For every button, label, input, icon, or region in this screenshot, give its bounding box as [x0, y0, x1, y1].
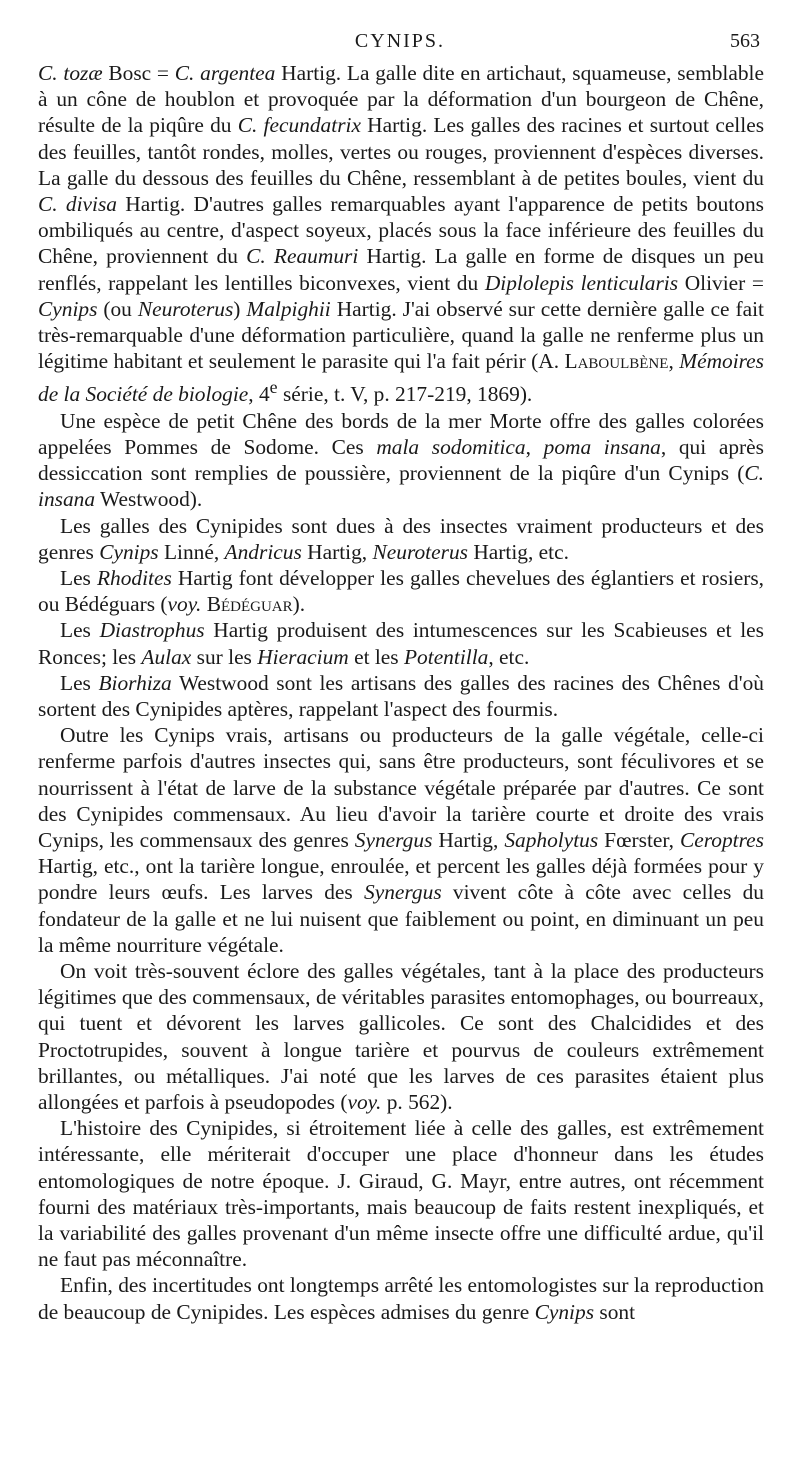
- italic-run: C. fecundatrix: [237, 113, 361, 138]
- paragraph: [38, 670, 764, 722]
- text-run: Hartig, etc., ont la tarière longue, enroulée, et percent les galles déjà formées pour y pondre leurs œufs. Les larves des: [38, 854, 764, 905]
- italic-run: C. tozæ: [38, 61, 103, 85]
- italic-run: Biorhiza: [98, 670, 172, 695]
- italic-run: Cynips: [99, 539, 159, 564]
- italic-run: Hieracium: [257, 644, 349, 669]
- text-run: Westwood sont les artisans des galles des racines des Chênes d'où sortent des Cynipides aptères, rappelant l'aspect des fourmis.: [38, 670, 764, 721]
- text-run: , qui après dessiccation sont remplies de poussière, proviennent de la piqûre d'un Cynips (: [38, 434, 764, 486]
- text-run: vivent côte à côte avec celles du fondateur de la galle et ne lui nuisent que faiblement ou point, en diminuant un peu la même nourriture végétale.: [38, 880, 764, 957]
- italic-run: Neuroterus: [372, 539, 468, 564]
- page-header: [0, 30, 800, 56]
- paragraph: [38, 60, 764, 408]
- italic-run: C. argentea: [174, 61, 276, 85]
- paragraph: [38, 617, 764, 669]
- text-run: Hartig. La galle en forme de disques un peu renflés, rappelant les lentilles biconvexes, vient du: [38, 244, 765, 295]
- text-run: série, t. V, p. 217-219, 1869).: [277, 382, 533, 407]
- italic-run: mala sodomitica: [376, 434, 526, 459]
- text-run: Les: [60, 670, 99, 695]
- text-run: Olivier =: [678, 270, 764, 295]
- paragraph: [38, 408, 764, 513]
- text-run: Les: [60, 565, 97, 590]
- text-run: Enfin, des incertitudes ont longtemps arrêté les entomologistes sur la reproduction de beaucoup de Cynipides. Les espèces admises du genre: [38, 1273, 764, 1324]
- text-run: Westwood).: [95, 487, 203, 512]
- italic-run: Potentilla: [403, 644, 489, 669]
- body-text: [38, 60, 764, 1325]
- text-run: L'histoire des Cynipides, si étroitement liée à celle des galles, est extrêmement intéressante, elle mériterait d'occuper une place d'honneur dans les études entomologiques de notre époque. J. Giraud, G. Mayr, entre autres, ont récemment fourni des matériaux très-importants, mais beaucoup de faits restent inexpliqués, et la variabilité des galles provenant d'un même insecte offre une difficulté ardue, qu'il ne faut pas méconnaître.: [38, 1116, 764, 1272]
- text-run: Bosc =: [102, 61, 175, 85]
- text-run: Linné,: [158, 539, 225, 564]
- paragraph: [38, 958, 764, 1115]
- text-run: Hartig. Les galles des racines et surtout celles des feuilles, tantôt rondes, molles, vertes ou rouges, proviennent d'espèces diverses. La galle du dessous des feuilles du Chêne, ressemblant à de petites boules, vient du: [38, 113, 765, 190]
- text-run: e: [269, 377, 278, 398]
- text-run: On voit très-souvent éclore des galles végétales, tant à la place des producteurs légitimes que des commensaux, de véritables parasites entomophages, ou bourreaux, qui tuent et dévorent les larves gallicoles. Ce sont des Chalcidides et des Proctotrupides, souvent à longue tarière et pourvus de couleurs extrêmement brillantes, ou métalliques. J'ai noté que les larves de ces parasites étaient plus allongées et parfois à pseudopodes (: [38, 959, 764, 1115]
- text-run: Hartig,: [301, 539, 373, 564]
- italic-run: Sapholytus: [504, 828, 599, 853]
- paragraph: [38, 1272, 764, 1324]
- italic-run: Rhodites: [96, 565, 172, 590]
- text-run: Les: [60, 618, 100, 643]
- italic-run: Aulax: [141, 644, 192, 669]
- text-run: Hartig. La galle dite en artichaut, squameuse, semblable à un cône de houblon et provoquée par la déformation d'un bourgeon de Chêne, résulte de la piqûre du: [38, 61, 764, 138]
- italic-run: Malpighii: [246, 296, 331, 321]
- italic-run: C. insana: [38, 461, 764, 512]
- text-run: ): [233, 296, 247, 321]
- text-run: Hartig. D'autres galles remarquables ayant l'apparence de petits boutons ombiliqués au centre, d'aspect soyeux, placés sous la face inférieure des feuilles du Chêne, proviennent du: [38, 192, 764, 269]
- text-run: Les galles des Cynipides sont dues à des insectes vraiment producteurs et des genres: [38, 513, 764, 564]
- italic-run: Mémoires de la Société de biologie: [38, 349, 764, 407]
- text-run: ,: [525, 434, 544, 459]
- text-run: , etc.: [488, 644, 530, 669]
- italic-run: C. divisa: [38, 192, 117, 217]
- text-run: ,: [668, 349, 680, 374]
- paragraph: [38, 565, 764, 617]
- text-run: (ou: [97, 296, 138, 321]
- italic-run: poma insana: [543, 434, 661, 459]
- text-run: sur les: [191, 644, 258, 669]
- italic-run: Synergus: [364, 880, 442, 905]
- italic-run: Cynips: [534, 1299, 595, 1324]
- italic-run: Cynips: [38, 296, 98, 321]
- running-title: CYNIPS.: [354, 30, 446, 52]
- smallcaps-run: Laboulbène: [564, 349, 669, 374]
- text-run: Une espèce de petit Chêne des bords de la mer Morte offre des galles colorées appelées Pommes de Sodome. Ces: [38, 408, 764, 459]
- paragraph: [38, 513, 764, 565]
- italic-run: voy.: [167, 592, 202, 617]
- text-run: Hartig produisent des intumescences sur les Scabieuses et les Ronces; les: [38, 618, 764, 669]
- page-number: 563: [730, 30, 760, 52]
- italic-run: C. Reaumuri: [246, 244, 359, 269]
- italic-run: Neuroterus: [137, 296, 234, 321]
- text-run: p. 562).: [381, 1090, 453, 1115]
- text-run: Hartig. J'ai observé sur cette dernière galle ce fait très-remarquable d'une déformation particulière, quand la galle ne renferme plus un légitime habitant et seulement le parasite qui l'a fait périr (A.: [38, 296, 764, 374]
- italic-run: Synergus: [354, 828, 433, 853]
- text-run: Hartig font développer les galles chevelues des églantiers et rosiers, ou Bédéguars (: [38, 565, 764, 617]
- text-run: Fœrster,: [598, 828, 680, 853]
- text-run: Hartig,: [432, 828, 505, 853]
- paragraph: [38, 1115, 764, 1272]
- text-run: sont: [594, 1299, 636, 1324]
- italic-run: Ceroptres: [680, 828, 764, 853]
- text-run: ).: [292, 592, 306, 617]
- italic-run: Andricus: [224, 539, 302, 564]
- italic-run: voy.: [347, 1090, 382, 1115]
- italic-run: Diplolepis lenticularis: [484, 270, 679, 295]
- text-run: Outre les Cynips vrais, artisans ou producteurs de la galle végétale, celle-ci renferme parfois d'autres insectes qui, sans être producteurs, sont féculivores et se nourrissent à l'état de larve de la substance végétale préparée par d'autres. Ce sont des Cynipides commensaux. Au lieu d'avoir la tarière courte et droite des vrais Cynips, les commensaux des genres: [38, 723, 764, 853]
- paragraph: [38, 722, 764, 958]
- text-run: Hartig, etc.: [467, 539, 569, 564]
- text-run: , 4: [248, 382, 270, 407]
- smallcaps-run: Bédéguar: [206, 592, 293, 617]
- text-run: et les: [348, 644, 404, 669]
- italic-run: Diastrophus: [99, 618, 205, 643]
